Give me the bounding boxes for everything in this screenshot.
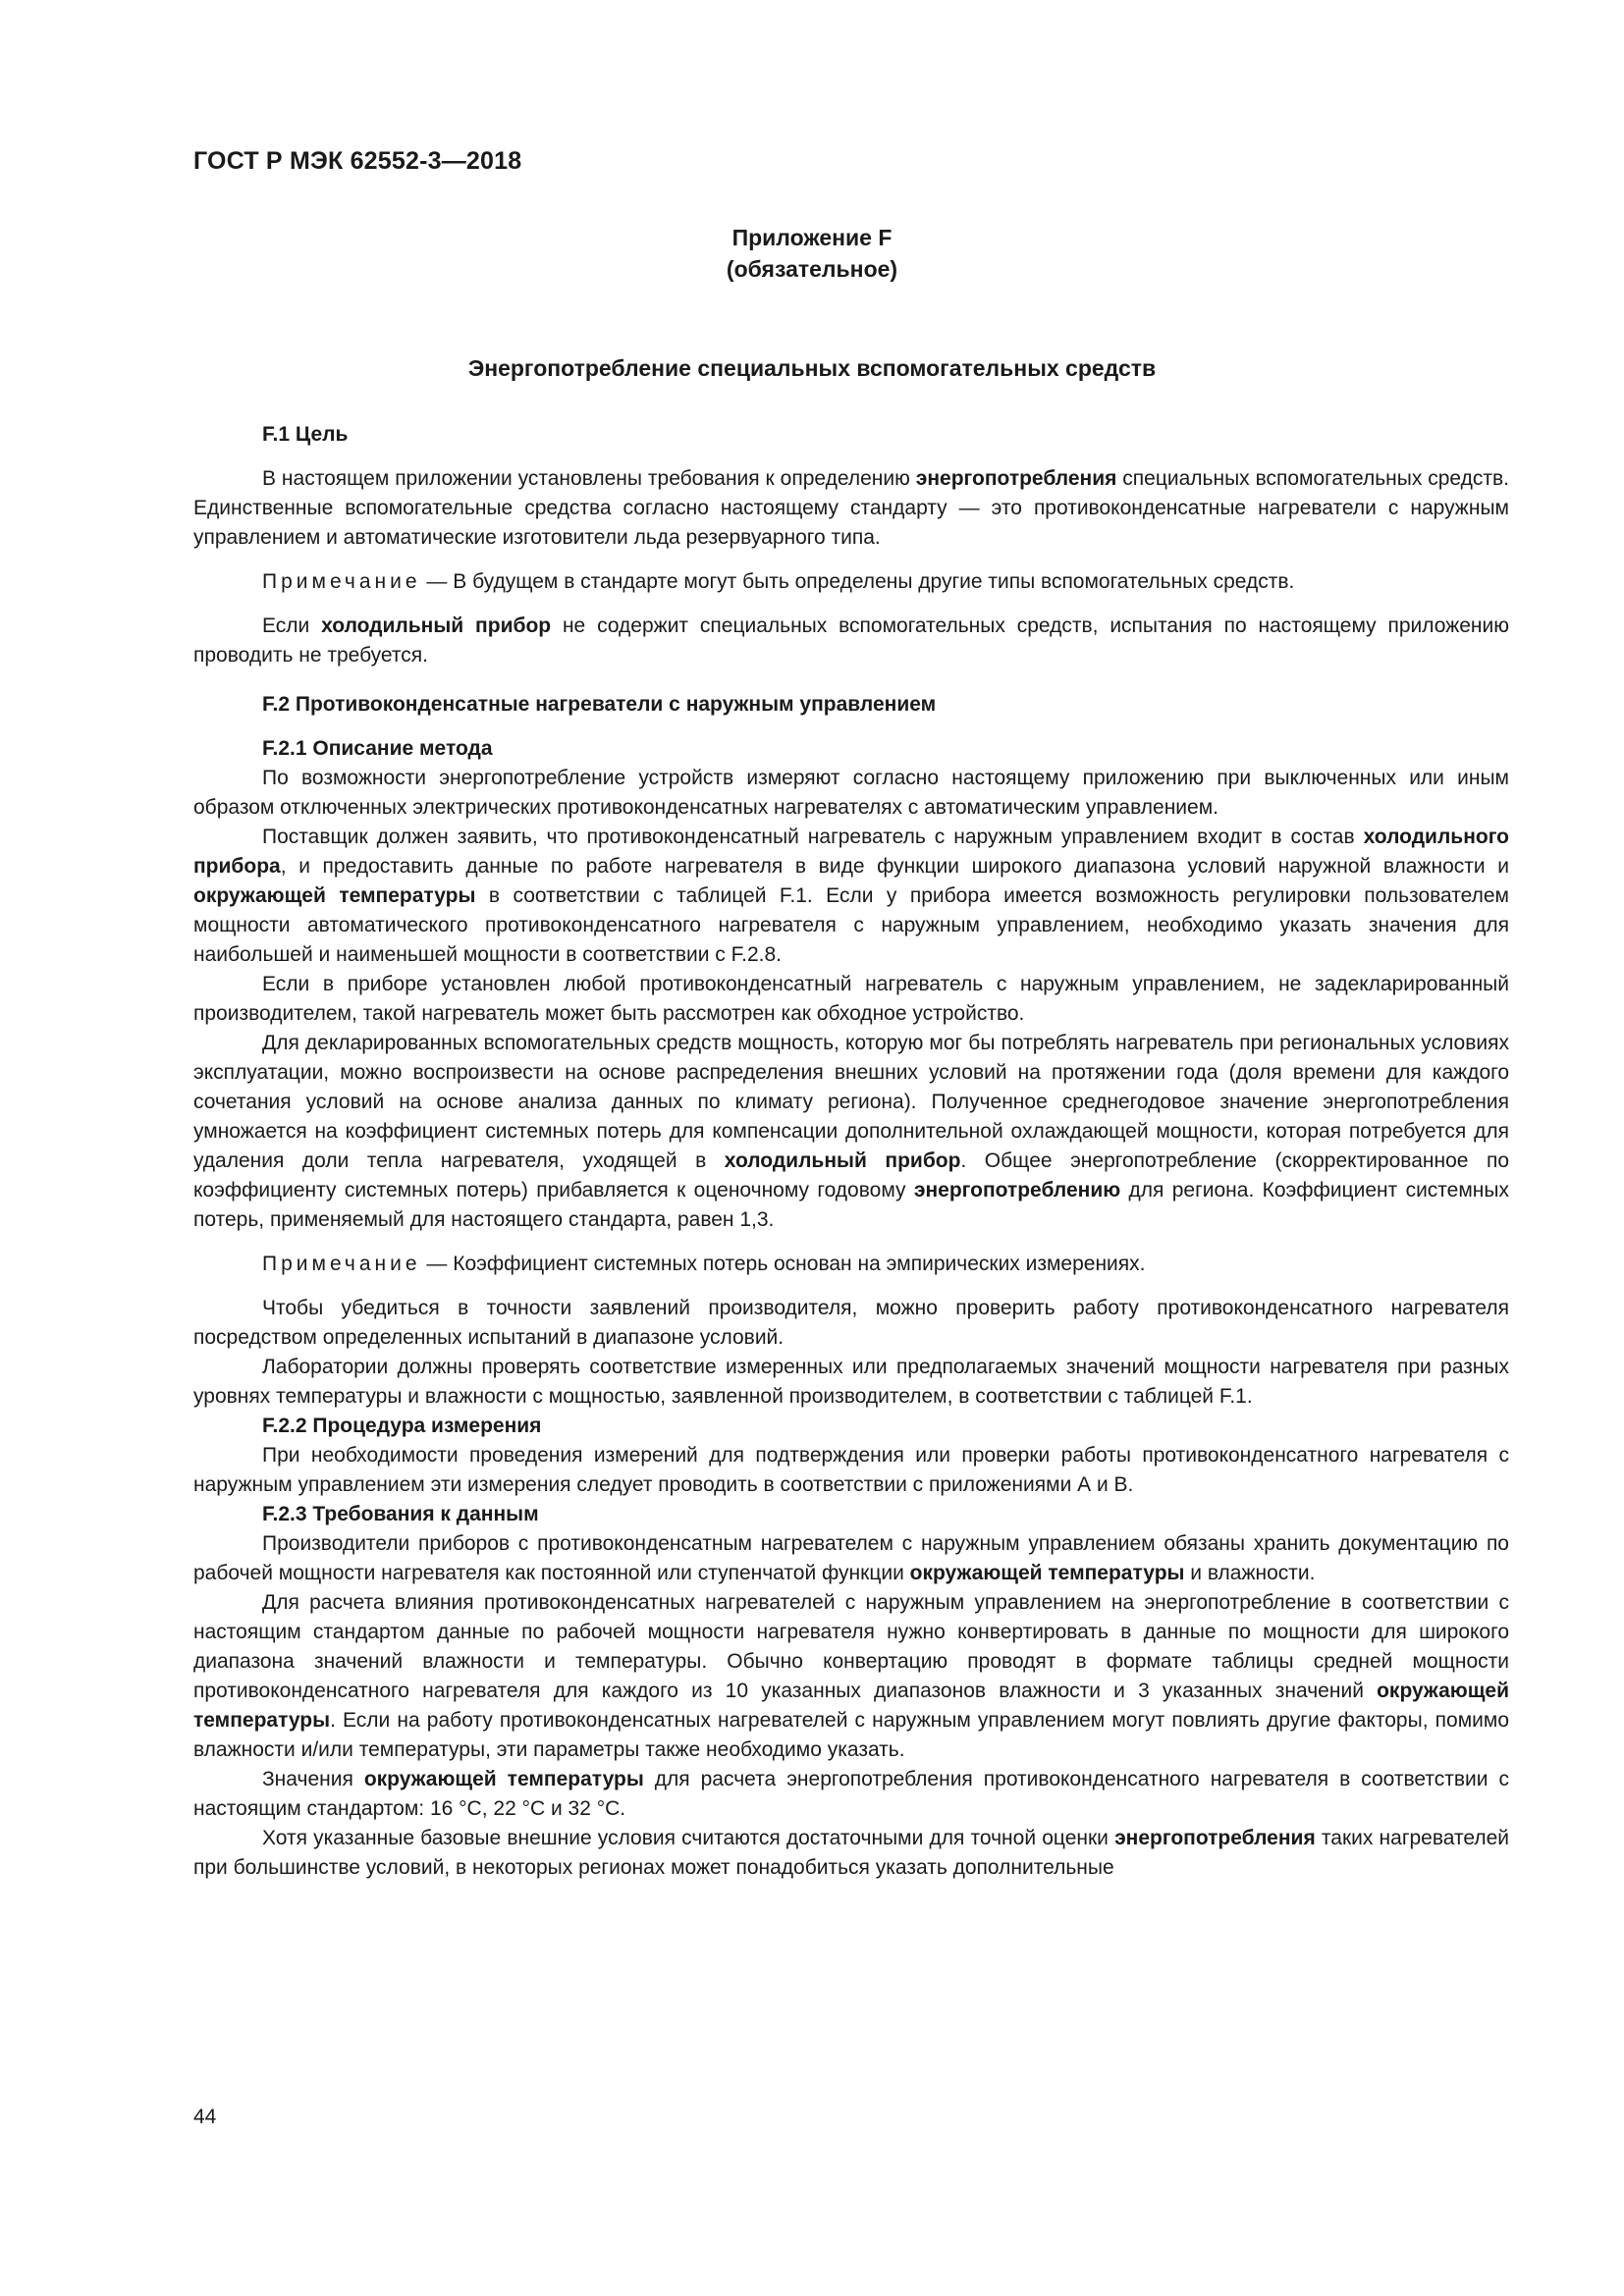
paragraph: Лаборатории должны проверять соответствие измеренных или предполагаемых значений мощности нагревателя при разных уровнях температуры и влажности с мощностью, заявленной производителем, в соответствии с таблицей F.1.	[193, 1356, 1509, 1408]
appendix-status: (обязательное)	[726, 256, 898, 282]
paragraph: Поставщик должен заявить, что противоконденсатный нагреватель с наружным управлением входит в состав холодильного прибора, и предоставить данные по работе нагревателя в виде функции широкого диапазона условий наружной влажности и окружающей температуры в соответствии с таблицей F.1. Если у прибора имеется возможность регулировки пользователем мощности автоматического противоконденсатного нагревателя с наружным управлением, необходимо указать значения для наибольшей и наименьшей мощности в соответствии с F.2.8.	[193, 826, 1509, 966]
paragraph: Производители приборов с противоконденсатным нагревателем с наружным управлением обязаны хранить документацию по рабочей мощности нагревателя как постоянной или ступенчатой функции окружающей температуры и влажности.	[193, 1532, 1509, 1584]
paragraph: Если в приборе установлен любой противоконденсатный нагреватель с наружным управлением, не задекларированный производителем, такой нагреватель может быть рассмотрен как обходное устройство.	[193, 973, 1509, 1025]
paragraph: Если холодильный прибор не содержит специальных вспомогательных средств, испытания по настоящему приложению проводить не требуется.	[193, 614, 1510, 667]
document-body	[193, 420, 1509, 1883]
paragraph: Хотя указанные базовые внешние условия считаются достаточными для точной оценки энергопотребления таких нагревателей при большинстве условий, в некоторых регионах может понадобиться указать дополнительные	[193, 1827, 1509, 1879]
paragraph: Для расчета влияния противоконденсатных нагревателей с наружным управлением на энергопотребление в соответствии с настоящим стандартом данные по рабочей мощности нагревателя нужно конвертировать в данные по мощности для широкого диапазона значений влажности и температуры. Обычно конвертацию проводят в формате таблицы средней мощности противоконденсатного нагревателя для каждого из 10 указанных диапазонов влажности и 3 указанных значений окружающей температуры. Если на работу противоконденсатных нагревателей с наружным управлением могут повлиять другие факторы, помимо влажности и/или температуры, эти параметры также необходимо указать.	[193, 1591, 1509, 1761]
paragraph: При необходимости проведения измерений для подтверждения или проверки работы противоконденсатного нагревателя с наружным управлением эти измерения следует проводить в соответствии с приложениями А и В.	[193, 1444, 1509, 1496]
paragraph: В настоящем приложении установлены требования к определению энергопотребления специальных вспомогательных средств. Единственные вспомогательные средства согласно настоящему стандарту — это противоконденсатные нагреватели с наружным управлением и автоматические изготовители льда резервуарного типа.	[193, 467, 1509, 549]
note-label: Примечание	[262, 570, 421, 593]
section-heading-f2-3: F.2.3 Требования к данным	[262, 1503, 539, 1525]
section-heading-f2: F.2 Противоконденсатные нагреватели с наружным управлением	[262, 693, 937, 716]
appendix-label: Приложение F	[731, 225, 893, 250]
paragraph: По возможности энергопотребление устройств измеряют согласно настоящему приложению при выключенных или иным образом отключенных электрических противоконденсатных нагревателях с автоматическим управлением.	[193, 767, 1509, 819]
section-heading-f2-1: F.2.1 Описание метода	[262, 737, 493, 760]
section-heading-f2-2: F.2.2 Процедура измерения	[262, 1415, 542, 1437]
page-title: Энергопотребление специальных вспомогательных средств	[467, 355, 1157, 381]
paragraph: Значения окружающей температуры для расчета энергопотребления противоконденсатного нагревателя в соответствии с настоящим стандартом: 16 °С, 22 °С и 32 °С.	[193, 1768, 1510, 1820]
appendix-heading	[0, 222, 1624, 285]
page-number: 44	[193, 2106, 217, 2128]
note: Примечание — В будущем в стандарте могут быть определены другие типы вспомогательных средств.	[262, 570, 1295, 593]
note-label: Примечание	[262, 1253, 421, 1275]
standard-header: ГОСТ Р МЭК 62552-3—2018	[193, 147, 522, 175]
paragraph: Чтобы убедиться в точности заявлений производителя, можно проверить работу противоконденсатного нагревателя посредством определенных испытаний в диапазоне условий.	[193, 1297, 1509, 1349]
note: Примечание — Коэффициент системных потерь основан на эмпирических измерениях.	[262, 1253, 1146, 1275]
section-heading-f1: F.1 Цель	[262, 423, 349, 446]
paragraph: Для декларированных вспомогательных средств мощность, которую мог бы потреблять нагреватель при региональных условиях эксплуатации, можно воспроизвести на основе распределения внешних условий на протяжении года (доля времени для каждого сочетания условий на основе анализа данных по климату региона). Полученное среднегодовое значение энергопотребления умножается на коэффициент системных потерь для компенсации дополнительной охлаждающей мощности, которая потребуется для удаления доли тепла нагревателя, уходящей в холодильный прибор. Общее энергопотребление (скорректированное по коэффициенту системных потерь) прибавляется к оценочному годовому энергопотреблению для региона. Коэффициент системных потерь, применяемый для настоящего стандарта, равен 1,3.	[193, 1032, 1509, 1231]
